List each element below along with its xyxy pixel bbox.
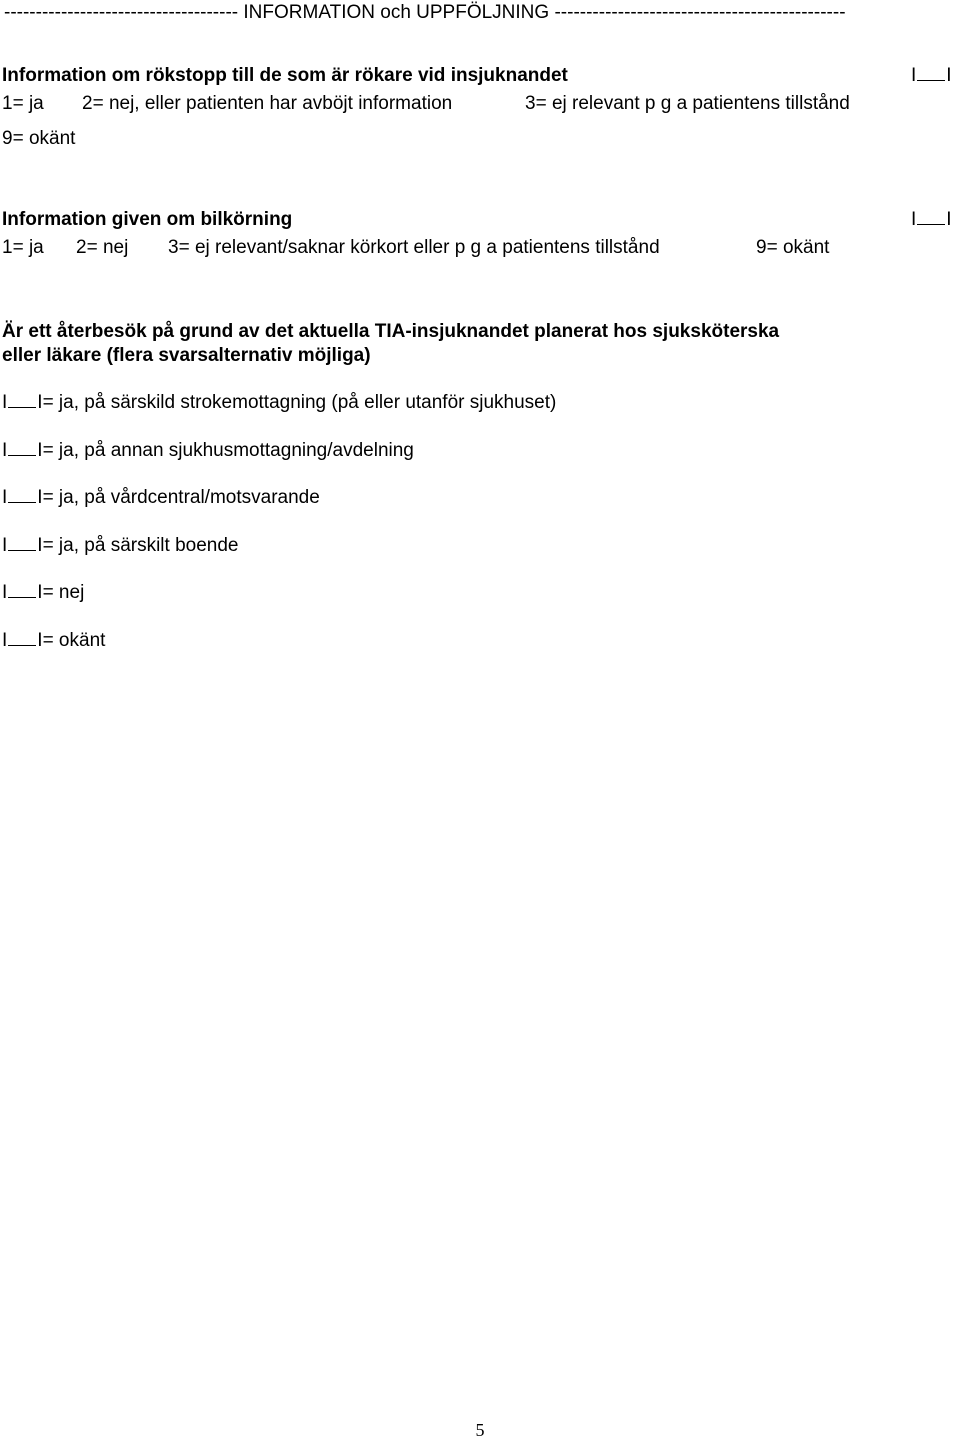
field-right-bar: I — [37, 582, 43, 603]
q3-title-line-1: Är ett återbesök på grund av det aktuella TIA-insjuknandet planerat hos sjuksköterska — [2, 321, 780, 342]
q1-option-3: 3= ej relevant p g a patientens tillstånd — [525, 93, 850, 114]
field-blank — [8, 441, 36, 456]
field-blank — [8, 583, 36, 598]
field-left-bar: I — [2, 535, 8, 556]
field-blank — [8, 536, 36, 551]
q2-title: Information given om bilkörning — [2, 209, 293, 230]
q3-option-strokemottagning[interactable] — [2, 392, 556, 414]
field-right-bar: I — [37, 392, 43, 413]
section-header — [4, 2, 846, 24]
q1-title: Information om rökstopp till de som är rökare vid insjuknandet — [2, 65, 568, 86]
field-right-bar: I — [946, 65, 952, 86]
q3-option-vardcentral[interactable] — [2, 487, 320, 509]
field-left-bar: I — [2, 487, 8, 508]
option-label: = ja, på särskild strokemottagning (på eller utanför sjukhuset) — [42, 392, 557, 413]
q2-option-3: 3= ej relevant/saknar körkort eller p g a patientens tillstånd — [168, 237, 660, 258]
q1-answer-field[interactable] — [911, 65, 952, 87]
q1-option-1: 1= ja — [2, 93, 44, 114]
field-right-bar: I — [37, 487, 43, 508]
q2-option-1: 1= ja — [2, 237, 44, 258]
field-right-bar: I — [37, 535, 43, 556]
option-label: = ja, på särskilt boende — [42, 535, 239, 556]
field-blank — [8, 393, 36, 408]
q3-option-sjukhusmottagning[interactable] — [2, 440, 414, 462]
section-title: INFORMATION och UPPFÖLJNING — [243, 2, 550, 23]
q3-option-okant[interactable] — [2, 630, 105, 652]
option-label: = ja, på annan sjukhusmottagning/avdelning — [42, 440, 414, 461]
q3-title-line-2: eller läkare (flera svarsalternativ möjliga) — [2, 345, 371, 366]
field-blank — [8, 488, 36, 503]
q1-option-9: 9= okänt — [2, 128, 76, 149]
option-label: = nej — [42, 582, 85, 603]
q3-option-nej[interactable] — [2, 582, 84, 604]
q2-answer-field[interactable] — [911, 209, 952, 231]
field-right-bar: I — [37, 630, 43, 651]
q1-option-2: 2= nej, eller patienten har avböjt information — [82, 93, 453, 114]
field-right-bar: I — [37, 440, 43, 461]
field-blank — [8, 631, 36, 646]
q2-option-9: 9= okänt — [756, 237, 830, 258]
header-left-dashes: ------------------------------------- — [4, 2, 239, 23]
field-left-bar: I — [911, 65, 917, 86]
field-left-bar: I — [2, 440, 8, 461]
field-blank — [917, 66, 945, 81]
field-left-bar: I — [2, 582, 8, 603]
field-right-bar: I — [946, 209, 952, 230]
page-number: 5 — [475, 1420, 485, 1440]
header-right-dashes: ---------------------------------------------- — [554, 2, 846, 23]
q3-option-sarskilt-boende[interactable] — [2, 535, 239, 557]
field-left-bar: I — [911, 209, 917, 230]
field-left-bar: I — [2, 392, 8, 413]
q2-option-2: 2= nej — [76, 237, 129, 258]
option-label: = okänt — [42, 630, 106, 651]
field-left-bar: I — [2, 630, 8, 651]
field-blank — [917, 210, 945, 225]
option-label: = ja, på vårdcentral/motsvarande — [42, 487, 320, 508]
